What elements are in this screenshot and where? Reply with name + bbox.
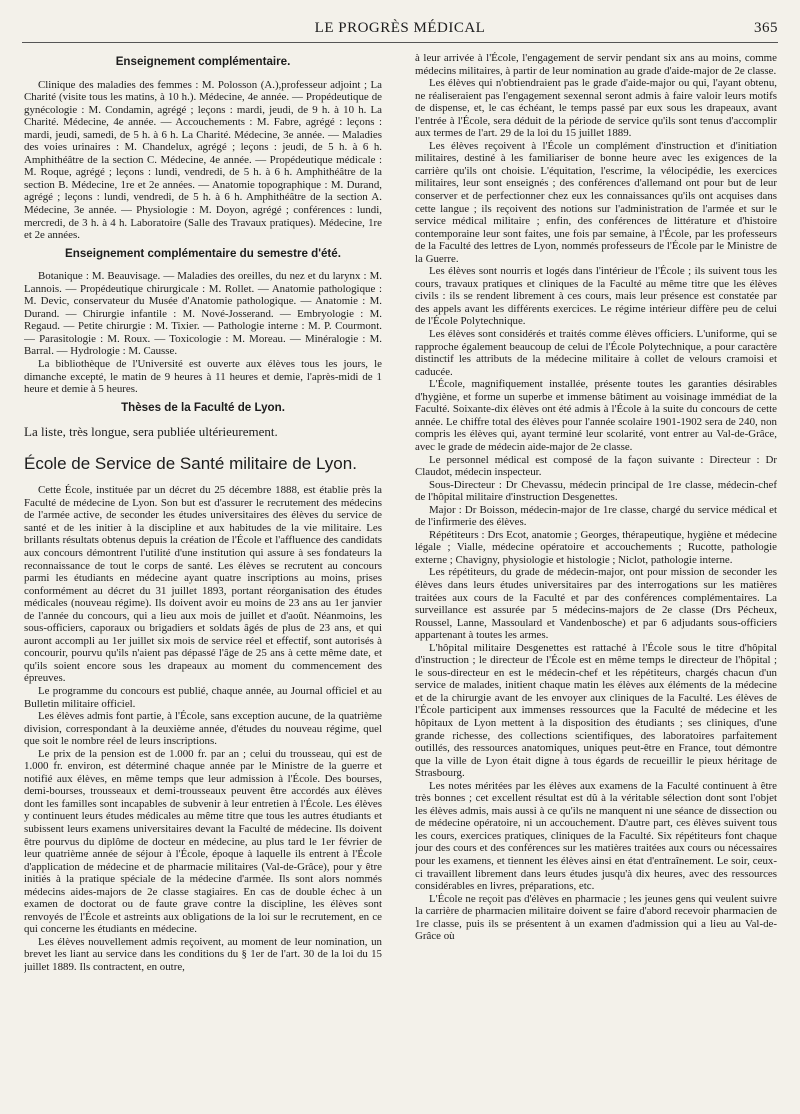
- journal-title: LE PROGRÈS MÉDICAL: [314, 20, 486, 36]
- article-paragraph: Les élèves sont nourris et logés dans l'intérieur de l'École ; ils suivent tous les cours, travaux pratiques et cliniques de la Faculté au même titre que les élèves civils : ils se rendent librement à ces cours, mais leur présence est constatée par des appels avant les différents exercices. Le régime intérieur diffère peu de celui de l'École Polytechnique.: [415, 265, 777, 328]
- summer-teaching-text: Botanique : M. Beauvisage. — Maladies des oreilles, du nez et du larynx : M. Lannois. — Propédeutique chirurgicale : M. Rollet. — Anatomie pathologique : M. Devic, conservateur du Musée d'Anatomie pathologique. — Anatomie : M. Durand. — Chirurgie infantile : M. Nové-Josserand. — Embryologie : M. Regaud. — Petite chirurgie : M. Tixier. — Pathologie interne : M. P. Courmont. — Parasitologie : M. Roux. — Toxicologie : M. Moreau. — Minéralogie : M. Barral. — Hydrologie : M. Causse.: [24, 270, 382, 358]
- theses-text: La liste, très longue, sera publiée ultérieurement.: [24, 424, 278, 440]
- section-heading-summer: Enseignement complémentaire du semestre d'été.: [65, 246, 341, 260]
- article-paragraph: L'École ne reçoit pas d'élèves en pharmacie ; les jeunes gens qui veulent suivre la carrière de pharmacien militaire doivent se faire d'abord recevoir pharmacien de 1re classe, puis ils se présentent à un examen d'admission qui a lieu au Val-de-Grâce où: [415, 892, 777, 943]
- article-paragraph: Le personnel médical est composé de la façon suivante : Directeur : Dr Claudot, médecin inspecteur.: [415, 453, 777, 479]
- header-rule: [22, 42, 778, 43]
- article-paragraph: Les notes méritées par les élèves aux examens de la Faculté continuent à être très bonnes ; cet excellent résultat est dû à la véritable sélection dont sont l'objet les élèves admis, mais aussi à ce qu'ils ne manquent ni une séance de dissection ou de médecine opératoire, ni un accouchement. D'autre part, ces élèves suivent tous les cours, exercices pratiques, cliniques de la Faculté. Six répétiteurs font chaque jour des cours et des conférences sur les matières traitées aux cours ou nécessaires pour les examens, et tiennent les élèves ainsi en état d'entraînement. Le soir, ceux-ci travaillent librement dans leurs études jusqu'à dix heures, avec des ressources considérables en livres, préparations, etc.: [415, 779, 777, 893]
- section-heading-theses: Thèses de la Faculté de Lyon.: [121, 400, 285, 414]
- article-paragraph: Répétiteurs : Drs Ecot, anatomie ; Georges, thérapeutique, hygiène et médecine légale ; Vialle, médecine opératoire et accouchements ; Rucotte, pathologie externe ; Chavigny, physiologie et histologie ; Niclot, pathologie interne.: [415, 528, 777, 566]
- left-column: [24, 52, 382, 1102]
- article-paragraph: Sous-Directeur : Dr Chevassu, médecin principal de 1re classe, médecin-chef de l'hôpital militaire d'instruction Desgenettes.: [415, 478, 777, 504]
- school-paragraph: Le programme du concours est publié, chaque année, au Journal officiel et au Bulletin militaire officiel.: [24, 684, 382, 710]
- complementary-teaching-text: Clinique des maladies des femmes : M. Polosson (A.),professeur adjoint ; La Charité (visite tous les matins, à 10 h.). Médecine, 4e année. — Propédeutique de gynécologie : M. Condamin, agrégé ; leçons : mardi, jeudi, de 9 h. à 10 h. La Charité. Médecine, 4e année. — Accouchements : M. Fabre, agrégé : leçons : mardi, jeudi, samedi, de 5 h. à 6 h. La Charité. Médecine, 3e année. — Maladies des voies urinaires : M. Chandelux, agrégé ; leçons : jeudi, de 5 h. à 6 h. Amphithéâtre de la section C. Médecine, 4e année. — Propédeutique médicale : M. Roque, agrégé ; leçons : lundi, vendredi, de 5 h. à 6 h. Amphithéâtre de la section B. Médecine, 1re et 2e années. — Anatomie topographique : M. Durand, agrégé ; leçons : lundi, vendredi, de 5 h. à 6 h. Amphithéâtre de la section A. Médecine, 3e année. — Physiologie : M. Doyon, agrégé ; conférences : lundi, mercredi, de 3 h. à 4 h. Laboratoire (Salle des Travaux pratiques). Médecine, 1re et 2e années.: [24, 78, 382, 242]
- article-paragraph: Les élèves qui n'obtiendraient pas le grade d'aide-major ou qui, l'ayant obtenu, ne réaliseraient pas l'engagement sexennal seront admis à faire valoir leurs motifs de dispense, et, le cas échéant, le temps passé par eux sous les drapeaux, avant l'entrée à l'École, sera déduit de la période de service qu'ils sont tenus d'accomplir aux termes de l'art. 29 de la loi du 15 juillet 1889.: [415, 77, 777, 140]
- article-paragraph: Les répétiteurs, du grade de médecin-major, ont pour mission de seconder les élèves dans leurs études universitaires par des interrogations sur les matières traitées aux cours de la Faculté et par des conférences complémentaires. La surveillance est assurée par 5 médecins-majors de 2e classe (Drs Pécheux, Roussel, Lanne, Massoulard et Vandenbosche) et par 6 adjudants sous-officiers appartenant à toutes les armes.: [415, 566, 777, 642]
- page-number: 365: [754, 20, 778, 36]
- right-column: [415, 52, 777, 1102]
- article-paragraph: Major : Dr Boisson, médecin-major de 1re classe, chargé du service médical et de l'infirmerie des élèves.: [415, 503, 777, 529]
- article-paragraph: L'École, magnifiquement installée, présente toutes les garanties désirables d'hygiène, et forme un superbe et immense bâtiment au voisinage immédiat de la Faculté. Soixante-dix élèves ont été admis à l'École à la suite du concours de cette année. Le chiffre total des élèves pour l'année scolaire 1901-1902 sera de 240, non compris les élèves qui, ayant terminé leur scolarité, vont entrer au Val-de-Grâce, avec le grade de médecin aide-major de 2e classe.: [415, 378, 777, 453]
- article-paragraph: L'hôpital militaire Desgenettes est rattaché à l'École sous le titre d'hôpital d'instruction ; le directeur de l'École est en même temps le directeur de l'hôpital ; le sous-directeur en est le médecin-chef et les répétiteurs, chargés chacun d'un service de malades, initient chaque matin les élèves aux éléments de la médecine et de la chirurgie avant de les envoyer aux cliniques de la Faculté. Les élèves de l'École participent aux immenses ressources que la Faculté de médecine et les hôpitaux de Lyon mettent à la disposition des étudiants ; ses cliniques, d'une grande richesse, des collections scientifiques, des laboratoires parfaitement outillés, des ressources anatomiques, uniques peut-être en France, tout démontre que la ville de Lyon était digne à tous égards de recueillir le pieux héritage de Strasbourg.: [415, 641, 777, 780]
- school-title: École de Service de Santé militaire de Lyon.: [24, 454, 357, 474]
- article-paragraph: à leur arrivée à l'École, l'engagement de servir pendant six ans au moins, comme médecins militaires, à partir de leur nomination au grade d'aide-major de 2e classe.: [415, 52, 777, 77]
- running-head: [22, 20, 778, 40]
- section-heading-complementary: Enseignement complémentaire.: [115, 55, 291, 68]
- school-paragraph: Les élèves nouvellement admis reçoivent, au moment de leur nomination, un brevet les liant au service dans les conditions du § 1er de l'art. 30 de la loi du 15 juillet 1889. Ils contractent, en outre,: [24, 935, 382, 973]
- school-paragraph: Le prix de la pension est de 1.000 fr. par an ; celui du trousseau, qui est de 1.000 fr. environ, est déterminé chaque année par le Ministre de la guerre et notifié aux élèves, en même temps que leur admission à l'École. Des bourses, demi-bourses, trousseaux et demi-trousseaux peuvent être accordés aux élèves dont les familles sont incapables de subvenir à leur entretien à l'École. Les élèves y continuent leurs études médicales au même titre que tous les autres étudiants et subissent leurs examens universitaires devant la Faculté de médecine. Ils doivent être pourvus du diplôme de docteur en médecine, au plus tard le 1er février de leur quatrième année de séjour à l'École, époque à laquelle ils entrent à l'École d'application de médecine et de pharmacie militaires (Val-de-Grâce), pour y être initiés à la pratique spéciale de la médecine d'armée. Ils sont alors nommés médecins aides-majors de 2e classe stagiaires. En cas de double échec à un examen de doctorat ou de faute grave contre la discipline, les élèves sont renvoyés de l'École et astreints aux obligations de la loi sur le recrutement, en ce qui concerne les étudiants en médecine.: [24, 747, 382, 936]
- article-paragraph: Les élèves reçoivent à l'École un complément d'instruction et d'initiation militaires, destiné à les familiariser de bonne heure avec les exigences de la carrière qu'ils ont choisie. L'équitation, l'escrime, la vélocipédie, les exercices militaires, leur sont enseignés ; des conférences d'allemand ont pour but de leur conserver et de perfectionner chez eux les connaissances qu'ils ont acquises dans cette langue ; ils reçoivent des notions sur l'administration de l'armée et sur le service médical militaire ; enfin, des conférences de littérature et d'histoire contemporaine leur sont faites, une fois par semaine, à l'École, par les professeurs de la Faculté des lettres de Lyon, nommés professeurs de l'École par le Ministre de la Guerre.: [415, 139, 777, 265]
- library-hours-text: La bibliothèque de l'Université est ouverte aux élèves tous les jours, le dimanche excepté, le matin de 9 heures à 11 heures et demie, l'après-midi de 1 heure et demie à 5 heures.: [24, 358, 382, 396]
- school-paragraph: Les élèves admis font partie, à l'École, sans exception aucune, de la quatrième division, correspondant à la deuxième année, d'études du nouveau régime, quel que soit le nombre réel de leurs inscriptions.: [24, 710, 382, 748]
- school-paragraph: Cette École, instituée par un décret du 25 décembre 1888, est établie près la Faculté de médecine de Lyon. Son but est d'assurer le recrutement des médecins de l'armée active, de seconder les études universitaires des élèves du service de santé et de les initier à la discipline et aux habitudes de la vie militaire. Les brillants résultats obtenus depuis la création de l'École et l'affluence des candidats aux concours démontrent l'utilité d'une institution qui assure à ses fondateurs la reconnaissance de tout le corps de santé. Les élèves se recrutent au concours parmi les étudiants en médecine ayant quatre inscriptions au moins, prises conformément au décret du 31 juillet 1893, portant réorganisation des études médicales (nouveau régime). Ils doivent avoir eu moins de 23 ans au 1er janvier de l'année du concours, qui a lieu aux mois de juillet et d'août. Néanmoins, les sous-officiers, caporaux ou brigadiers et soldats âgés de plus de 23 ans, et qui auront accompli au 1er juillet six mois de service réel et effectif, sont autorisés à concourir, pourvu qu'ils n'aient pas dépassé l'âge de 25 ans à cette même date, et qu'ils soient encore sous les drapeaux au moment du commencement des épreuves.: [24, 484, 382, 685]
- article-paragraph: Les élèves sont considérés et traités comme élèves officiers. L'uniforme, qui se rapproche également beaucoup de celui de l'École Polytechnique, a pour caractère distinctif les attributs de la médecine militaire à collet de velours cramoisi et caducée.: [415, 328, 777, 378]
